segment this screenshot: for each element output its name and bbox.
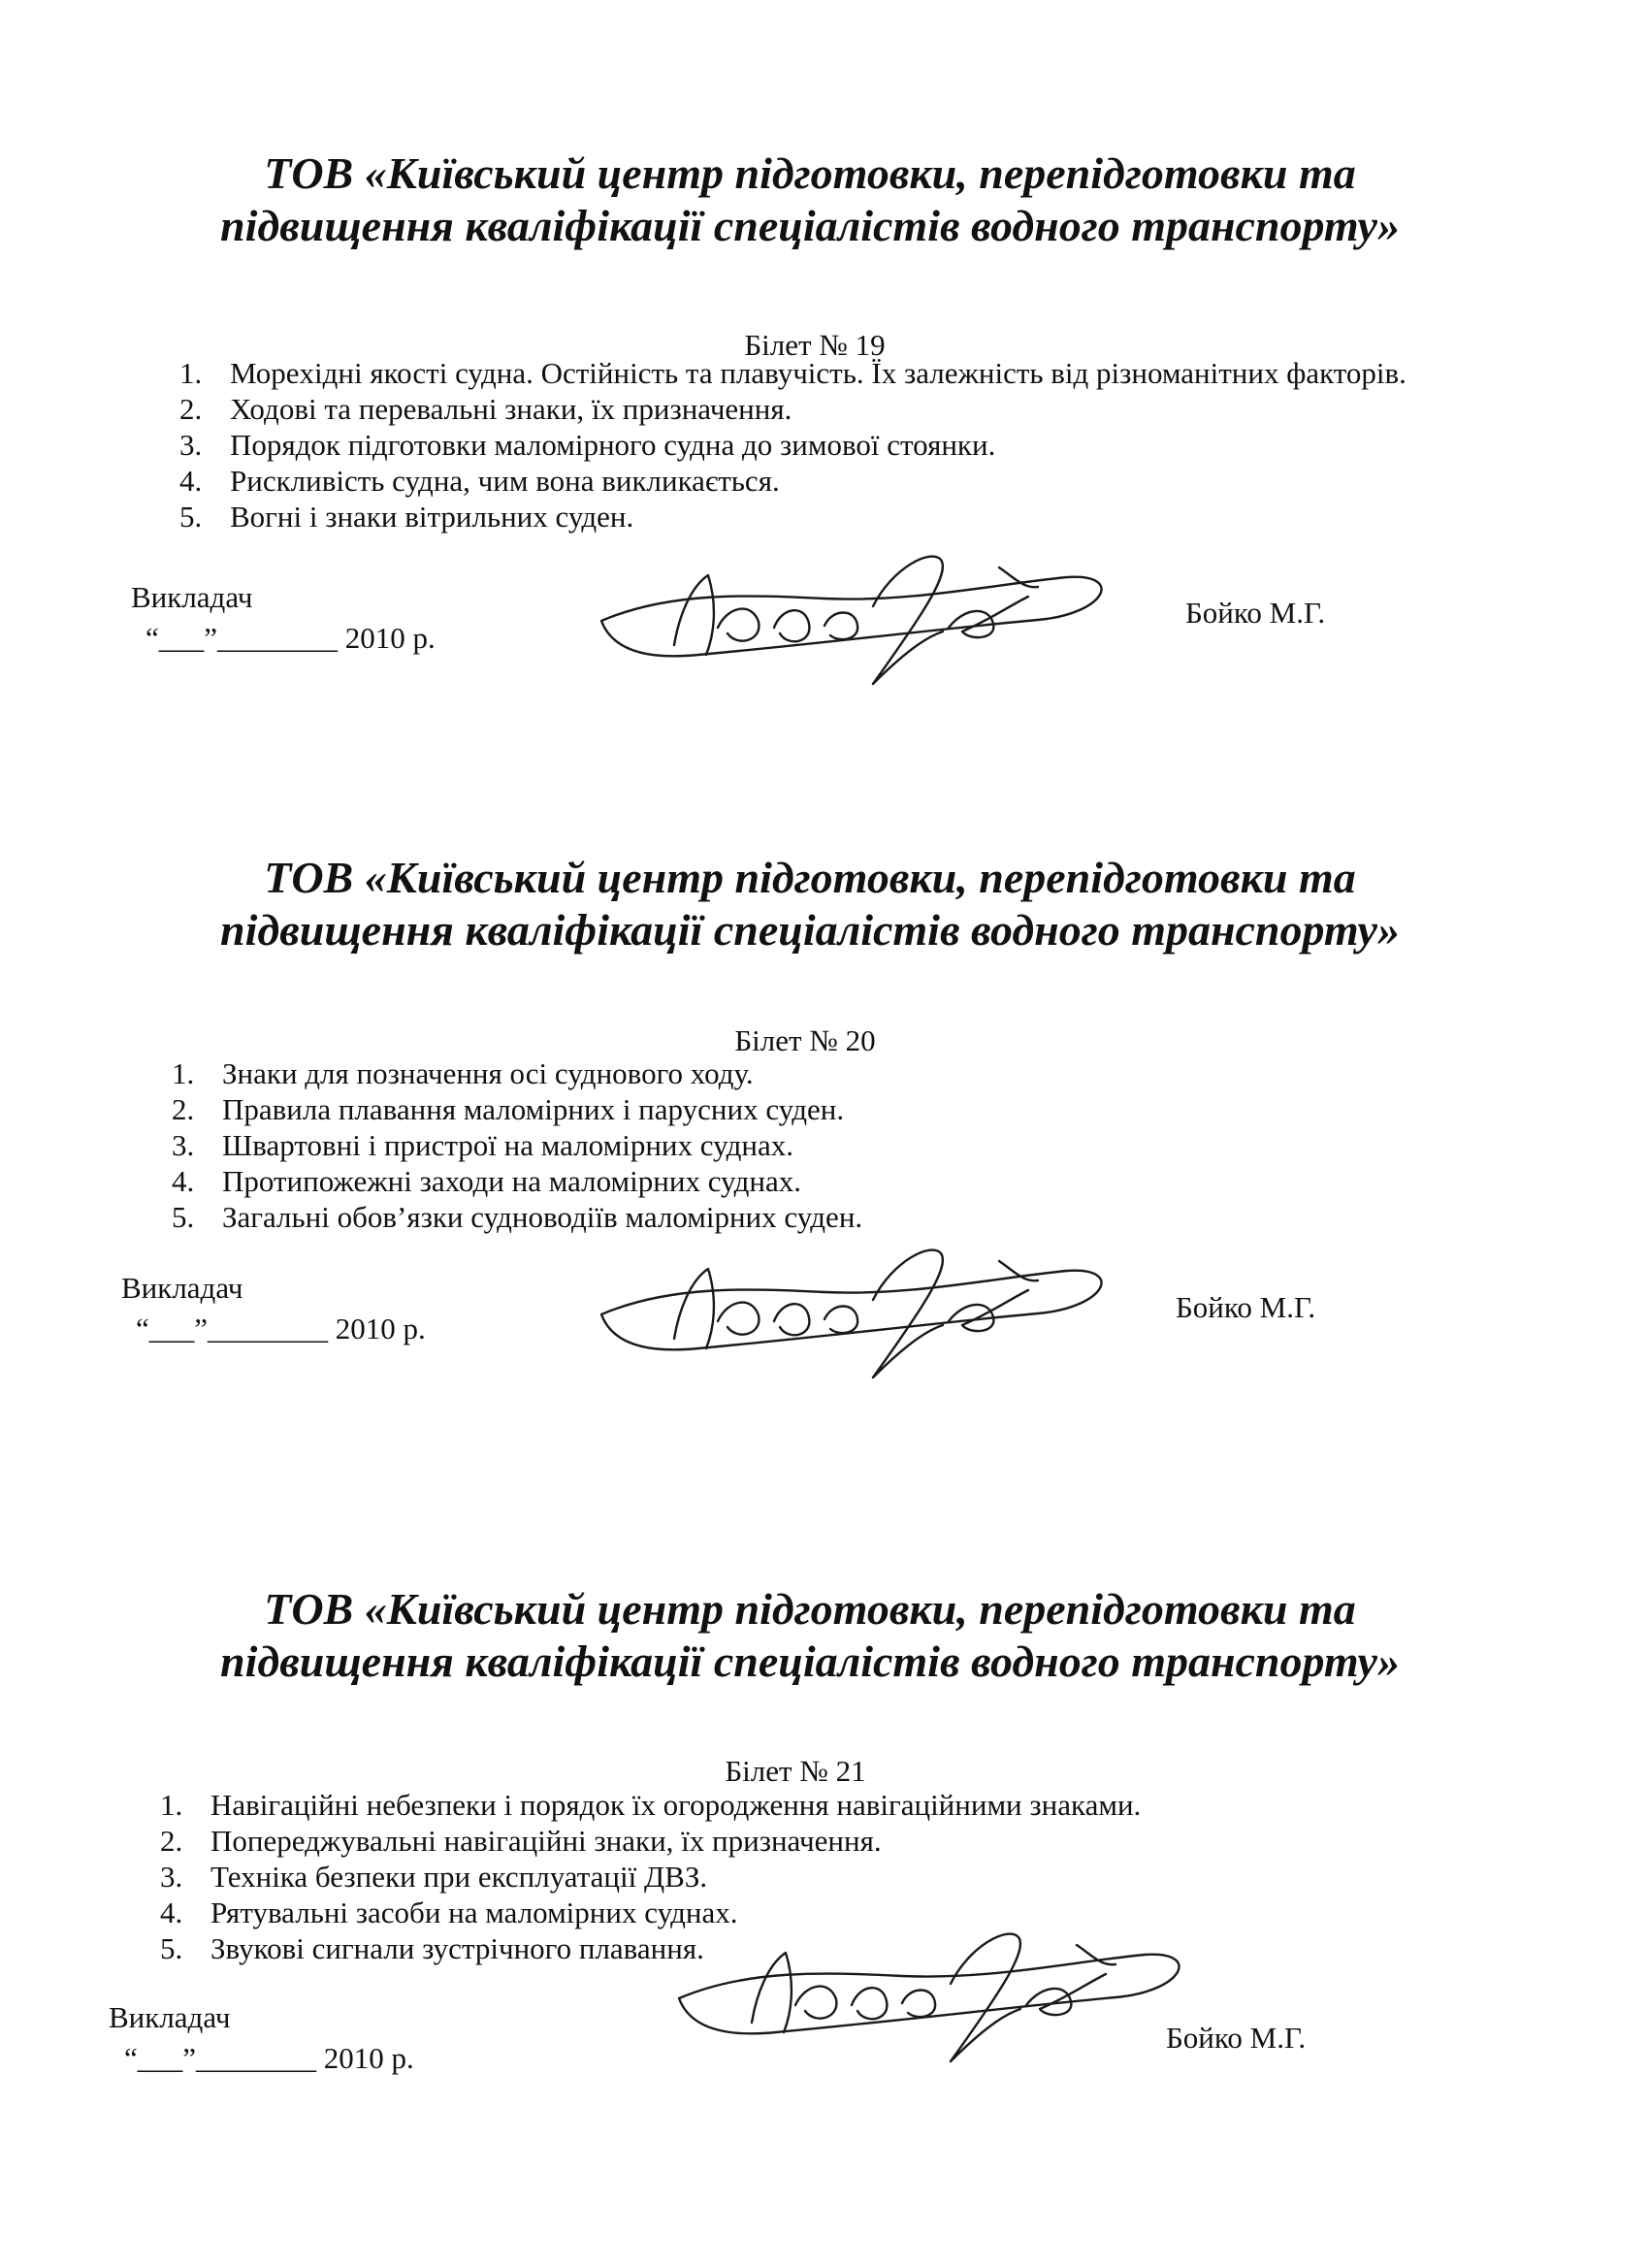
signature [660, 1916, 1203, 2081]
title-line-2: підвищення кваліфікації спеціалістів водного транспорту» [220, 1636, 1400, 1686]
lecturer-name: Бойко М.Г. [1166, 2021, 1307, 2055]
question-item: 1. Знаки для позначення осі суднового ходу. [172, 1056, 754, 1090]
ticket-number: Білет № 21 [725, 1754, 866, 1788]
question-list [172, 1055, 862, 1235]
organization-title [116, 1583, 1504, 1688]
ticket-number: Білет № 20 [734, 1023, 876, 1057]
question-item: 1. Мореxідні якості судна. Остійність та плавучість. Їх залежність від різноманітних факторів. [179, 356, 1406, 390]
organization-title [116, 147, 1504, 252]
question-item: 3. Техніка безпеки при експлуатації ДВЗ. [160, 1860, 708, 1894]
question-item: 5. Загальні обов’язки судноводіїв маломірних суден. [172, 1200, 863, 1234]
lecturer-label: Викладач [109, 2000, 231, 2034]
title-line-1: ТОВ «Київський центр підготовки, перепідготовки та [264, 853, 1356, 902]
question-item: 2. Попереджувальні навігаційні знаки, їх призначення. [160, 1824, 882, 1858]
question-item: 3. Швартовні і пристрої на маломірних суднах. [172, 1128, 794, 1162]
lecturer-name: Бойко М.Г. [1176, 1290, 1316, 1324]
signature [582, 1232, 1125, 1397]
question-list [179, 355, 1406, 535]
question-item: 3. Порядок підготовки маломірного судна до зимової стоянки. [179, 428, 996, 462]
title-line-2: підвищення кваліфікації спеціалістів водного транспорту» [220, 905, 1400, 955]
question-item: 4. Рискливість судна, чим вона викликається. [179, 464, 780, 498]
date-line: “___”________ 2010 р. [136, 1312, 426, 1345]
title-line-2: підвищення кваліфікації спеціалістів водного транспорту» [220, 201, 1400, 250]
lecturer-label: Викладач [131, 580, 253, 614]
signature [582, 538, 1125, 703]
question-item: 4. Протипожежні заходи на маломірних суднах. [172, 1164, 801, 1198]
question-item: 4. Рятувальні засоби на маломірних суднах. [160, 1895, 738, 1929]
ticket-number: Білет № 19 [744, 328, 886, 362]
question-item: 2. Правила плавання маломірних і парусних суден. [172, 1092, 845, 1126]
question-item: 5. Звукові сигнали зустрічного плавання. [160, 1931, 704, 1965]
organization-title [116, 852, 1504, 956]
question-item: 1. Навігаційні небезпеки і порядок їх огородження навігаційними знаками. [160, 1788, 1142, 1822]
title-line-1: ТОВ «Київський центр підготовки, перепідготовки та [264, 148, 1356, 198]
date-line: “___”________ 2010 р. [146, 621, 436, 655]
lecturer-name: Бойко М.Г. [1185, 596, 1326, 630]
lecturer-label: Викладач [121, 1271, 243, 1305]
question-item: 2. Ходові та перевальні знаки, їх призначення. [179, 392, 792, 426]
date-line: “___”________ 2010 р. [124, 2041, 414, 2075]
question-item: 5. Вогні і знаки вітрильних суден. [179, 500, 634, 534]
title-line-1: ТОВ «Київський центр підготовки, перепідготовки та [264, 1584, 1356, 1634]
